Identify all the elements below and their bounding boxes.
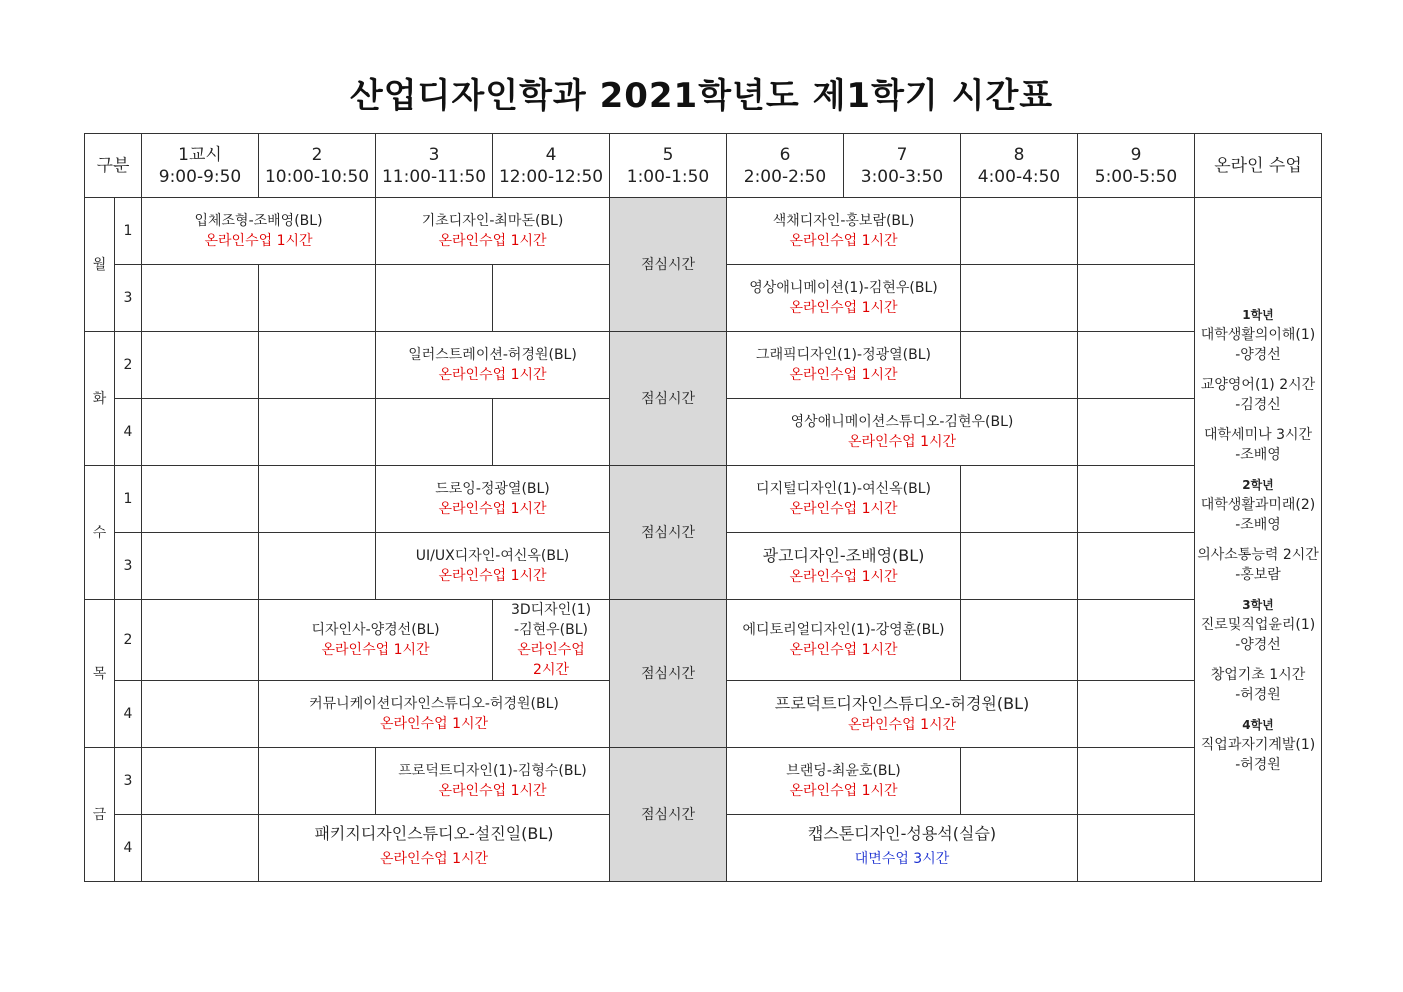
day-tue: 화 (85, 332, 115, 466)
online-year-3: 3학년 진로및직업윤리(1) -양경선 창업기초 1시간 -허경원 (1195, 595, 1321, 705)
class-cell: UI/UX디자인-여신옥(BL) 온라인수업 1시간 (376, 533, 610, 600)
lunch-cell: 점심시간 (610, 332, 727, 466)
online-course: 대학세미나 3시간 -조배영 (1204, 426, 1313, 463)
class-cell: 그래픽디자인(1)-정광열(BL) 온라인수업 1시간 (727, 332, 961, 399)
empty-cell (376, 399, 493, 466)
empty-cell (961, 265, 1078, 332)
online-course: 직업과자기계발(1) -허경원 (1200, 736, 1316, 773)
empty-cell (259, 399, 376, 466)
class-cell: 드로잉-정광열(BL) 온라인수업 1시간 (376, 466, 610, 533)
class-cell: 캡스톤디자인-성용석(실습) 대면수업 3시간 (727, 815, 1078, 882)
empty-cell (259, 533, 376, 600)
class-cell: 패키지디자인스튜디오-설진일(BL) 온라인수업 1시간 (259, 815, 610, 882)
grade-cell: 1 (115, 198, 142, 265)
empty-cell (1078, 748, 1195, 815)
grade-cell: 3 (115, 748, 142, 815)
empty-cell (142, 399, 259, 466)
lunch-cell: 점심시간 (610, 466, 727, 600)
day-fri: 금 (85, 748, 115, 882)
empty-cell (493, 265, 610, 332)
day-wed: 수 (85, 466, 115, 600)
empty-cell (142, 265, 259, 332)
empty-cell (1078, 466, 1195, 533)
class-cell: 브랜딩-최윤호(BL) 온라인수업 1시간 (727, 748, 961, 815)
online-course: 의사소통능력 2시간 -홍보람 (1197, 546, 1319, 583)
empty-cell (142, 533, 259, 600)
empty-cell (1078, 533, 1195, 600)
empty-cell (1078, 681, 1195, 748)
empty-cell (493, 399, 610, 466)
grade-cell: 1 (115, 466, 142, 533)
class-cell: 프로덕트디자인(1)-김형수(BL) 온라인수업 1시간 (376, 748, 610, 815)
empty-cell (1078, 265, 1195, 332)
empty-cell (376, 265, 493, 332)
day-thu: 목 (85, 600, 115, 748)
empty-cell (1078, 198, 1195, 265)
class-cell: 프로덕트디자인스튜디오-허경원(BL) 온라인수업 1시간 (727, 681, 1078, 748)
row-tue-2 (85, 332, 1322, 399)
header-period-5: 5 1:00-1:50 (610, 134, 727, 198)
header-period-8: 8 4:00-4:50 (961, 134, 1078, 198)
header-period-2: 2 10:00-10:50 (259, 134, 376, 198)
class-cell: 디자인사-양경선(BL) 온라인수업 1시간 (259, 600, 493, 681)
header-period-1: 1교시 9:00-9:50 (142, 134, 259, 198)
lunch-cell: 점심시간 (610, 600, 727, 748)
online-course: 창업기초 1시간 -허경원 (1210, 666, 1306, 703)
class-cell: 기초디자인-최마돈(BL) 온라인수업 1시간 (376, 198, 610, 265)
class-cell: 입체조형-조배영(BL) 온라인수업 1시간 (142, 198, 376, 265)
empty-cell (961, 748, 1078, 815)
empty-cell (1078, 332, 1195, 399)
grade-cell: 4 (115, 399, 142, 466)
class-cell: 디지털디자인(1)-여신옥(BL) 온라인수업 1시간 (727, 466, 961, 533)
empty-cell (142, 815, 259, 882)
empty-cell (1078, 815, 1195, 882)
row-thu-2 (85, 600, 1322, 681)
grade-cell: 3 (115, 533, 142, 600)
class-cell: 일러스트레이션-허경원(BL) 온라인수업 1시간 (376, 332, 610, 399)
header-row (85, 134, 1322, 198)
grade-cell: 2 (115, 332, 142, 399)
online-course: 진로및직업윤리(1) -양경선 (1200, 616, 1316, 653)
header-online: 온라인 수업 (1195, 134, 1322, 198)
timetable (84, 133, 1322, 882)
header-division: 구분 (85, 134, 142, 198)
class-cell: 커뮤니케이션디자인스튜디오-허경원(BL) 온라인수업 1시간 (259, 681, 610, 748)
empty-cell (961, 600, 1078, 681)
empty-cell (259, 265, 376, 332)
online-year-4: 4학년 직업과자기계발(1) -허경원 (1195, 715, 1321, 775)
class-cell: 영상애니메이션(1)-김현우(BL) 온라인수업 1시간 (727, 265, 961, 332)
empty-cell (961, 466, 1078, 533)
empty-cell (961, 332, 1078, 399)
header-period-3: 3 11:00-11:50 (376, 134, 493, 198)
page-title: 산업디자인학과 2021학년도 제1학기 시간표 (349, 76, 1054, 116)
online-courses-panel (1195, 198, 1322, 882)
online-course: 대학생활의이해(1) -양경선 (1200, 326, 1316, 363)
header-period-6: 6 2:00-2:50 (727, 134, 844, 198)
empty-cell (142, 748, 259, 815)
header-period-9: 9 5:00-5:50 (1078, 134, 1195, 198)
empty-cell (1078, 399, 1195, 466)
empty-cell (1078, 600, 1195, 681)
empty-cell (142, 681, 259, 748)
empty-cell (142, 466, 259, 533)
grade-cell: 3 (115, 265, 142, 332)
empty-cell (961, 198, 1078, 265)
empty-cell (142, 600, 259, 681)
online-year-2: 2학년 대학생활과미래(2) -조배영 의사소통능력 2시간 -홍보람 (1195, 475, 1321, 585)
empty-cell (259, 332, 376, 399)
online-course: 대학생활과미래(2) -조배영 (1200, 496, 1316, 533)
row-fri-3 (85, 748, 1322, 815)
online-course: 교양영어(1) 2시간 -김경신 (1200, 376, 1316, 413)
row-wed-1 (85, 466, 1322, 533)
header-period-7: 7 3:00-3:50 (844, 134, 961, 198)
empty-cell (259, 466, 376, 533)
header-period-4: 4 12:00-12:50 (493, 134, 610, 198)
grade-cell: 4 (115, 681, 142, 748)
lunch-cell: 점심시간 (610, 198, 727, 332)
empty-cell (259, 748, 376, 815)
class-cell: 3D디자인(1) -김현우(BL) 온라인수업 2시간 (493, 600, 610, 681)
grade-cell: 4 (115, 815, 142, 882)
class-cell: 색채디자인-홍보람(BL) 온라인수업 1시간 (727, 198, 961, 265)
empty-cell (961, 533, 1078, 600)
day-mon: 월 (85, 198, 115, 332)
online-year-1: 1학년 대학생활의이해(1) -양경선 교양영어(1) 2시간 -김경신 대학세미나 3시간 -조배영 (1195, 305, 1321, 465)
lunch-cell: 점심시간 (610, 748, 727, 882)
empty-cell (142, 332, 259, 399)
class-cell: 영상애니메이션스튜디오-김현우(BL) 온라인수업 1시간 (727, 399, 1078, 466)
row-mon-1 (85, 198, 1322, 265)
class-cell: 광고디자인-조배영(BL) 온라인수업 1시간 (727, 533, 961, 600)
class-cell: 에디토리얼디자인(1)-강영훈(BL) 온라인수업 1시간 (727, 600, 961, 681)
grade-cell: 2 (115, 600, 142, 681)
